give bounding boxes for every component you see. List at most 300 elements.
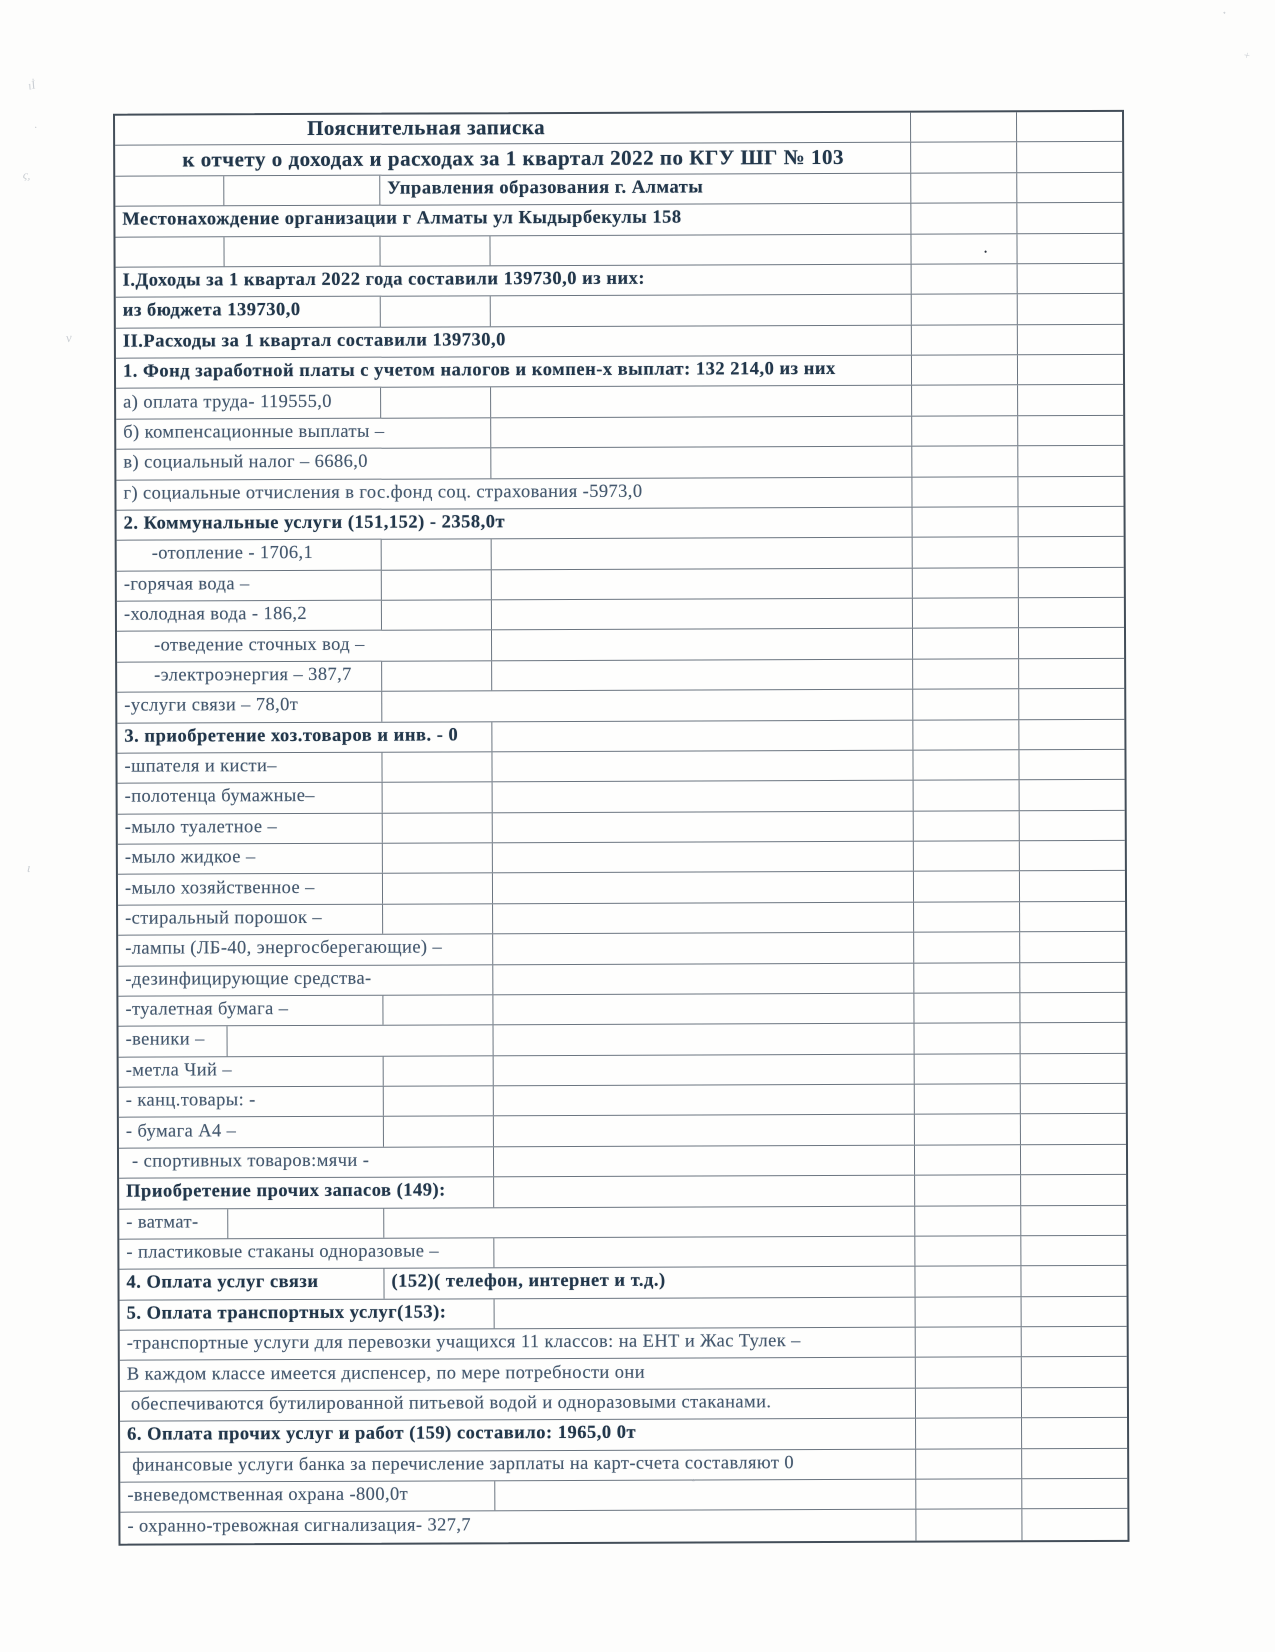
table-cell-empty: [382, 600, 492, 630]
table-cell-empty: [380, 236, 490, 266]
table-cell-empty: [382, 690, 912, 721]
table-cell-empty: [494, 1145, 914, 1176]
empty-grid-cell: [1016, 142, 1122, 172]
empty-grid-cell: [1017, 476, 1123, 506]
empty-grid-cell: [910, 173, 1016, 203]
row-empty: [115, 233, 1122, 267]
row-alarm: [120, 1509, 1127, 1543]
cell-text: -полотенца бумажные–: [124, 786, 315, 808]
table-cell-empty: [383, 843, 493, 873]
scan-stray-mark: ﹡: [688, 1476, 698, 1486]
table-cell-empty: [494, 1237, 914, 1268]
empty-grid-cell: [1020, 1084, 1126, 1114]
cell-text: 3. приобретение хоз.товаров и инв. - 0: [124, 725, 459, 747]
table-cell-empty: [228, 1026, 494, 1056]
cell-text: -стиральный порошок –: [125, 907, 323, 929]
scan-stray-mark: ν: [65, 329, 73, 346]
empty-grid-cell: [914, 1236, 1020, 1266]
empty-grid-cell: [1018, 537, 1124, 567]
empty-grid-cell: [1017, 264, 1123, 294]
row-main-area: [117, 599, 912, 631]
table-cell-text: [119, 1056, 384, 1086]
scan-stray-mark: ıİ: [26, 77, 37, 93]
empty-grid-cell: [910, 143, 1016, 173]
empty-grid-cell: [1020, 1145, 1126, 1175]
row-main-area: [119, 1085, 914, 1117]
cell-text: а) оплата труда- 119555,0: [123, 391, 332, 413]
cell-text: Пояснительная записка: [306, 115, 546, 141]
row-main-area: [117, 720, 912, 752]
row-toilet-paper: [118, 993, 1125, 1027]
scan-stray-mark: ι: [26, 859, 32, 876]
table-cell-text: [115, 204, 910, 236]
empty-grid-cell: [913, 780, 1019, 810]
empty-grid-cell: [913, 841, 1019, 871]
empty-grid-cell: [1019, 993, 1125, 1023]
row-salary: [116, 385, 1123, 419]
table-cell-empty: [382, 570, 492, 600]
empty-grid-cell: [911, 264, 1017, 294]
empty-grid-cell: [915, 1358, 1021, 1388]
table-cell-empty: [382, 661, 492, 691]
empty-grid-cell: [915, 1388, 1021, 1418]
cell-text: -услуги связи – 78,0т: [124, 695, 299, 716]
cell-text: -веники –: [125, 1029, 205, 1051]
table-cell-empty: [493, 811, 913, 842]
table-cell-text: [118, 844, 383, 874]
table-cell-text: [118, 813, 383, 843]
table-cell-empty: [382, 540, 492, 570]
row-main-area: [118, 963, 913, 995]
empty-grid-cell: [1021, 1296, 1127, 1326]
table-cell-text: [116, 325, 911, 357]
empty-grid-cell: [1020, 1114, 1126, 1144]
row-paper-towels: [118, 780, 1125, 814]
empty-grid-cell: [1017, 416, 1123, 446]
table-cell-text: [116, 388, 381, 418]
table-cell-empty: [494, 1054, 914, 1085]
cell-text: -отопление - 1706,1: [151, 543, 314, 565]
empty-grid-cell: [912, 750, 1018, 780]
cell-text: -мыло жидкое –: [124, 847, 256, 868]
row-social-contributions: [116, 476, 1123, 510]
table-cell-empty: [383, 995, 493, 1025]
table-cell-empty: [383, 904, 493, 934]
row-main-area: [117, 538, 912, 570]
row-subtitle: [115, 142, 1122, 176]
row-chiy-broom: [119, 1053, 1126, 1087]
table-cell-empty: [381, 388, 491, 418]
empty-grid-cell: [912, 537, 1018, 567]
row-main-area: [119, 1267, 914, 1299]
empty-grid-cell: [910, 203, 1016, 233]
empty-grid-cell: [910, 234, 1016, 264]
row-main-area: [116, 447, 911, 479]
cell-text: -мыло туалетное –: [124, 816, 278, 838]
empty-grid-cell: [1020, 1023, 1126, 1053]
empty-grid-cell: [915, 1418, 1021, 1448]
cell-text: В каждом классе имеется диспенсер, по мере потребности они: [126, 1362, 646, 1385]
empty-grid-cell: [913, 993, 1019, 1023]
empty-grid-cell: [914, 1115, 1020, 1145]
table-cell-empty: [494, 1176, 914, 1207]
row-other-supplies: [119, 1175, 1126, 1209]
table-cell-text: [116, 297, 381, 327]
cell-text: 6. Оплата прочих услуг и работ (159) составило: 1965,0 0т: [127, 1423, 637, 1445]
table-cell-empty: [493, 781, 913, 812]
table-cell-empty: [224, 175, 380, 205]
empty-grid-cell: [911, 446, 1017, 476]
empty-grid-cell: [910, 112, 1016, 142]
row-main-area: [116, 265, 911, 297]
row-heating: [117, 537, 1124, 571]
row-main-area: [119, 1024, 914, 1056]
cell-text: - канц.товары: -: [125, 1090, 256, 1111]
row-main-area: [120, 1328, 915, 1360]
empty-grid-cell: [914, 1145, 1020, 1175]
row-main-area: [119, 1237, 914, 1269]
row-spatula-brushes: [117, 750, 1124, 784]
empty-grid-cell: [1021, 1357, 1127, 1387]
cell-text: 5. Оплата транспортных услуг(153):: [126, 1302, 447, 1324]
empty-grid-cell: [1018, 689, 1124, 719]
empty-grid-cell: [1019, 902, 1125, 932]
row-communication-services: [119, 1266, 1126, 1300]
cell-text: к отчету о доходах и расходах за 1 квартал 2022 по КГУ ШГ № 103: [182, 144, 845, 172]
empty-grid-cell: [912, 720, 1018, 750]
empty-grid-cell: [913, 963, 1019, 993]
table-cell-empty: [491, 295, 911, 326]
table-cell-text: [117, 753, 382, 783]
cell-text: -лампы (ЛБ-40, энергосберегающие) –: [125, 937, 443, 959]
cell-text: 1. Фонд заработной платы с учетом налогов и компен-х выплат: 132 214,0 из них: [122, 359, 836, 382]
row-main-area: [118, 842, 913, 874]
row-brooms: [119, 1023, 1126, 1057]
empty-grid-cell: [915, 1449, 1021, 1479]
table-cell-text: [117, 661, 382, 691]
empty-grid-cell: [1018, 598, 1124, 628]
table-cell-text: [119, 1269, 384, 1299]
row-main-area: [117, 508, 912, 540]
empty-grid-cell: [915, 1509, 1021, 1540]
empty-grid-cell: [915, 1479, 1021, 1509]
table-cell-text: [120, 1510, 915, 1543]
table-cell-empty: [492, 629, 912, 660]
table-cell-text: [120, 1388, 915, 1420]
row-dispenser-note-2: [120, 1388, 1127, 1422]
cell-text: -вневедомственная охрана -800,0т: [127, 1484, 409, 1506]
table-cell-text: [119, 1027, 228, 1057]
cell-text: -мыло хозяйственное –: [124, 877, 315, 899]
row-household-soap: [118, 871, 1125, 905]
table-cell-empty: [383, 783, 493, 813]
cell-text: Местонахождение организации г Алматы ул Кыдырбекулы 158: [122, 207, 682, 230]
row-main-area: [119, 1054, 914, 1086]
empty-grid-cell: [1020, 1175, 1126, 1205]
table-cell-text: [118, 874, 383, 904]
table-cell-text: [117, 508, 912, 540]
cell-text: II.Расходы за 1 квартал составили 139730,0: [122, 330, 506, 352]
empty-grid-cell: [914, 1175, 1020, 1205]
empty-grid-cell: [914, 1054, 1020, 1084]
table-cell-empty: [493, 963, 913, 994]
empty-grid-cell: [914, 1206, 1020, 1236]
empty-grid-cell: [913, 811, 1019, 841]
table-cell-text: [380, 173, 910, 204]
cell-text: - охранно-тревожная сигнализация- 327,7: [127, 1515, 472, 1537]
row-sewerage: [117, 628, 1124, 662]
table-cell-text: [116, 356, 911, 388]
empty-grid-cell: [1020, 1236, 1126, 1266]
cell-text: I.Доходы за 1 квартал 2022 года составили 139730,0 из них:: [122, 268, 646, 291]
empty-grid-cell: [911, 386, 1017, 416]
report-table: [113, 110, 1129, 1545]
table-cell-empty: [491, 386, 911, 417]
cell-text: -туалетная бумага –: [125, 999, 289, 1020]
empty-grid-cell: [1017, 294, 1123, 324]
empty-grid-cell: [1021, 1479, 1127, 1509]
row-department: [115, 173, 1122, 207]
row-main-area: [120, 1480, 915, 1512]
empty-grid-cell: [911, 294, 1017, 324]
empty-grid-cell: [1020, 1205, 1126, 1235]
empty-grid-cell: [912, 689, 1018, 719]
row-income-total: [116, 264, 1123, 298]
table-cell-text: [119, 1238, 494, 1269]
empty-grid-cell: [913, 872, 1019, 902]
empty-grid-cell: [1019, 962, 1125, 992]
table-cell-empty: [492, 599, 912, 630]
cell-text: - бумага А4 –: [125, 1120, 237, 1142]
empty-grid-cell: [912, 629, 1018, 659]
row-main-area: [118, 994, 913, 1026]
empty-grid-cell: [1019, 871, 1125, 901]
row-bank-services: [120, 1448, 1127, 1482]
row-a4-paper: [119, 1114, 1126, 1148]
table-cell-empty: [494, 1085, 914, 1116]
row-whatman: [119, 1205, 1126, 1239]
table-cell-empty: [493, 842, 913, 873]
table-cell-text: [118, 965, 493, 996]
row-sports-goods: [119, 1145, 1126, 1179]
row-dispenser-note-1: [120, 1357, 1127, 1391]
row-main-area: [120, 1297, 915, 1329]
table-cell-empty: [384, 1117, 494, 1147]
table-cell-empty: [383, 874, 493, 904]
row-income-budget: [116, 294, 1123, 328]
empty-grid-cell: [1020, 1053, 1126, 1083]
row-title: [115, 112, 1122, 146]
row-main-area: [118, 811, 913, 843]
cell-text: обеспечиваются бутилированной питьевой водой и одноразовыми стаканами.: [130, 1392, 772, 1415]
table-cell-empty: [492, 568, 912, 599]
empty-grid-cell: [911, 416, 1017, 446]
empty-grid-cell: [1016, 112, 1122, 142]
scan-stray-mark: +: [1241, 49, 1252, 63]
table-cell-text: [119, 1117, 384, 1147]
empty-grid-cell: [915, 1297, 1021, 1327]
cell-text: - ватмат-: [126, 1212, 199, 1233]
empty-grid-cell: [911, 325, 1017, 355]
cell-text: Управления образования г. Алматы: [387, 177, 704, 199]
table-cell-text: [117, 601, 382, 631]
row-washing-powder: [118, 902, 1125, 936]
empty-grid-cell: [911, 477, 1017, 507]
table-cell-text: [120, 1358, 915, 1390]
cell-text: в) социальный налог – 6686,0: [123, 452, 368, 473]
table-cell-empty: [224, 236, 380, 266]
row-social-tax: [116, 446, 1123, 480]
empty-grid-cell: [1019, 841, 1125, 871]
empty-grid-cell: [1017, 355, 1123, 385]
cell-text: -транспортные услуги для перевозки учащихся 11 классов: на ЕНТ и Жас Тулек –: [126, 1331, 801, 1354]
row-main-area: [118, 902, 913, 934]
cell-text: финансовые услуги банка за перечисление зарплаты на карт-счета составляют 0: [132, 1452, 795, 1476]
row-main-area: [116, 416, 911, 448]
table-cell-text: [119, 1209, 228, 1239]
table-cell-empty: [492, 538, 912, 569]
table-cell-empty: [384, 1056, 494, 1086]
cell-text: -метла Чий –: [125, 1060, 232, 1081]
empty-grid-cell: [1018, 719, 1124, 749]
row-main-area: [117, 751, 912, 783]
table-cell-text: [119, 1087, 384, 1117]
cell-text: -дезинфицирующие средства-: [125, 968, 372, 990]
row-main-area: [120, 1358, 915, 1390]
cell-text: -горячая вода –: [123, 574, 250, 595]
table-cell-empty: [491, 416, 911, 447]
cell-text: Приобретение прочих запасов (149):: [126, 1180, 446, 1202]
cell-text: -шпателя и кисти–: [124, 756, 277, 777]
row-compensation: [116, 416, 1123, 450]
table-cell-text: [117, 540, 382, 570]
empty-grid-cell: [1020, 1266, 1126, 1296]
scan-stray-mark: ˖: [1222, 4, 1227, 19]
table-cell-text: [118, 996, 383, 1026]
row-main-area: [120, 1419, 915, 1451]
cell-text: б) компенсационные выплаты –: [123, 421, 385, 443]
table-cell-text: [115, 143, 910, 175]
empty-grid-cell: [913, 932, 1019, 962]
row-main-area: [119, 1115, 914, 1147]
empty-grid-cell: [1016, 203, 1122, 233]
table-cell-text: [119, 1177, 494, 1208]
table-cell-empty: [492, 659, 912, 690]
cell-text: 4. Оплата услуг связи: [126, 1272, 319, 1294]
row-main-area: [115, 234, 910, 266]
table-cell-empty: [494, 1024, 914, 1055]
row-toilet-soap: [118, 810, 1125, 844]
table-cell-empty: [384, 1086, 494, 1116]
empty-grid-cell: [1018, 628, 1124, 658]
row-hot-water: [117, 567, 1124, 601]
table-cell-text: [116, 448, 491, 479]
table-cell-text: [118, 934, 493, 965]
empty-grid-cell: [1017, 324, 1123, 354]
table-cell-text: [117, 631, 492, 662]
table-cell-empty: [381, 297, 491, 327]
cell-text: -холодная вода - 186,2: [123, 604, 308, 625]
table-cell-empty: [492, 751, 912, 782]
table-cell-text: [117, 570, 382, 600]
empty-grid-cell: [912, 598, 1018, 628]
table-cell-empty: [490, 234, 910, 265]
table-cell-text: [116, 265, 911, 297]
empty-grid-cell: [912, 659, 1018, 689]
empty-grid-cell: [912, 568, 1018, 598]
row-main-area: [119, 1206, 914, 1238]
table-cell-empty: [493, 872, 913, 903]
row-cold-water: [117, 598, 1124, 632]
table-cell-empty: [492, 720, 912, 751]
row-main-area: [115, 113, 910, 145]
row-communication: [117, 689, 1124, 723]
cell-text: -отведение сточных вод –: [154, 634, 365, 656]
empty-grid-cell: [1018, 507, 1124, 537]
row-transport-services: [120, 1296, 1127, 1330]
scan-stray-mark: ·: [34, 120, 37, 134]
row-main-area: [116, 477, 911, 509]
empty-grid-cell: [1021, 1418, 1127, 1448]
cell-text: -электроэнергия – 387,7: [154, 664, 352, 686]
row-main-area: [115, 204, 910, 236]
empty-grid-cell: [1017, 385, 1123, 415]
table-cell-text: [115, 113, 910, 145]
row-main-area: [116, 356, 911, 388]
empty-grid-cell: [914, 1266, 1020, 1296]
table-cell-text: [116, 477, 911, 509]
row-main-area: [116, 295, 911, 327]
table-cell-empty: [495, 1297, 915, 1328]
table-cell-empty: [228, 1208, 384, 1238]
empty-grid-cell: [914, 1084, 1020, 1114]
row-main-area: [118, 933, 913, 965]
row-main-area: [119, 1145, 914, 1177]
empty-grid-cell: [1019, 780, 1125, 810]
empty-grid-cell: [911, 355, 1017, 385]
row-transport-ent: [120, 1327, 1127, 1361]
empty-grid-cell: [1018, 659, 1124, 689]
row-main-area: [117, 568, 912, 600]
table-cell-text: [118, 904, 383, 934]
table-cell-text: [117, 722, 492, 753]
row-main-area: [117, 629, 912, 661]
table-cell-text: [120, 1449, 915, 1481]
empty-grid-cell: [1017, 446, 1123, 476]
empty-grid-cell: [1021, 1327, 1127, 1357]
empty-grid-cell: [1018, 567, 1124, 597]
empty-grid-cell: [914, 1023, 1020, 1053]
table-cell-text: [116, 418, 491, 449]
table-cell-empty: [383, 813, 493, 843]
row-main-area: [115, 173, 910, 205]
table-cell-text: [120, 1419, 915, 1451]
scan-stray-mark: •: [984, 247, 988, 257]
empty-grid-cell: [915, 1327, 1021, 1357]
row-utilities: [117, 507, 1124, 541]
row-payroll-fund: [116, 355, 1123, 389]
scan-stray-mark: ς,: [22, 167, 32, 183]
table-cell-empty: [382, 752, 492, 782]
empty-grid-cell: [913, 902, 1019, 932]
row-main-area: [116, 325, 911, 357]
row-main-area: [117, 690, 912, 722]
cell-text: 2. Коммунальные услуги (151,152) - 2358,0т: [123, 512, 506, 534]
empty-grid-cell: [1019, 810, 1125, 840]
row-liquid-soap: [118, 841, 1125, 875]
table-cell-text: [119, 1147, 494, 1178]
row-main-area: [116, 386, 911, 418]
